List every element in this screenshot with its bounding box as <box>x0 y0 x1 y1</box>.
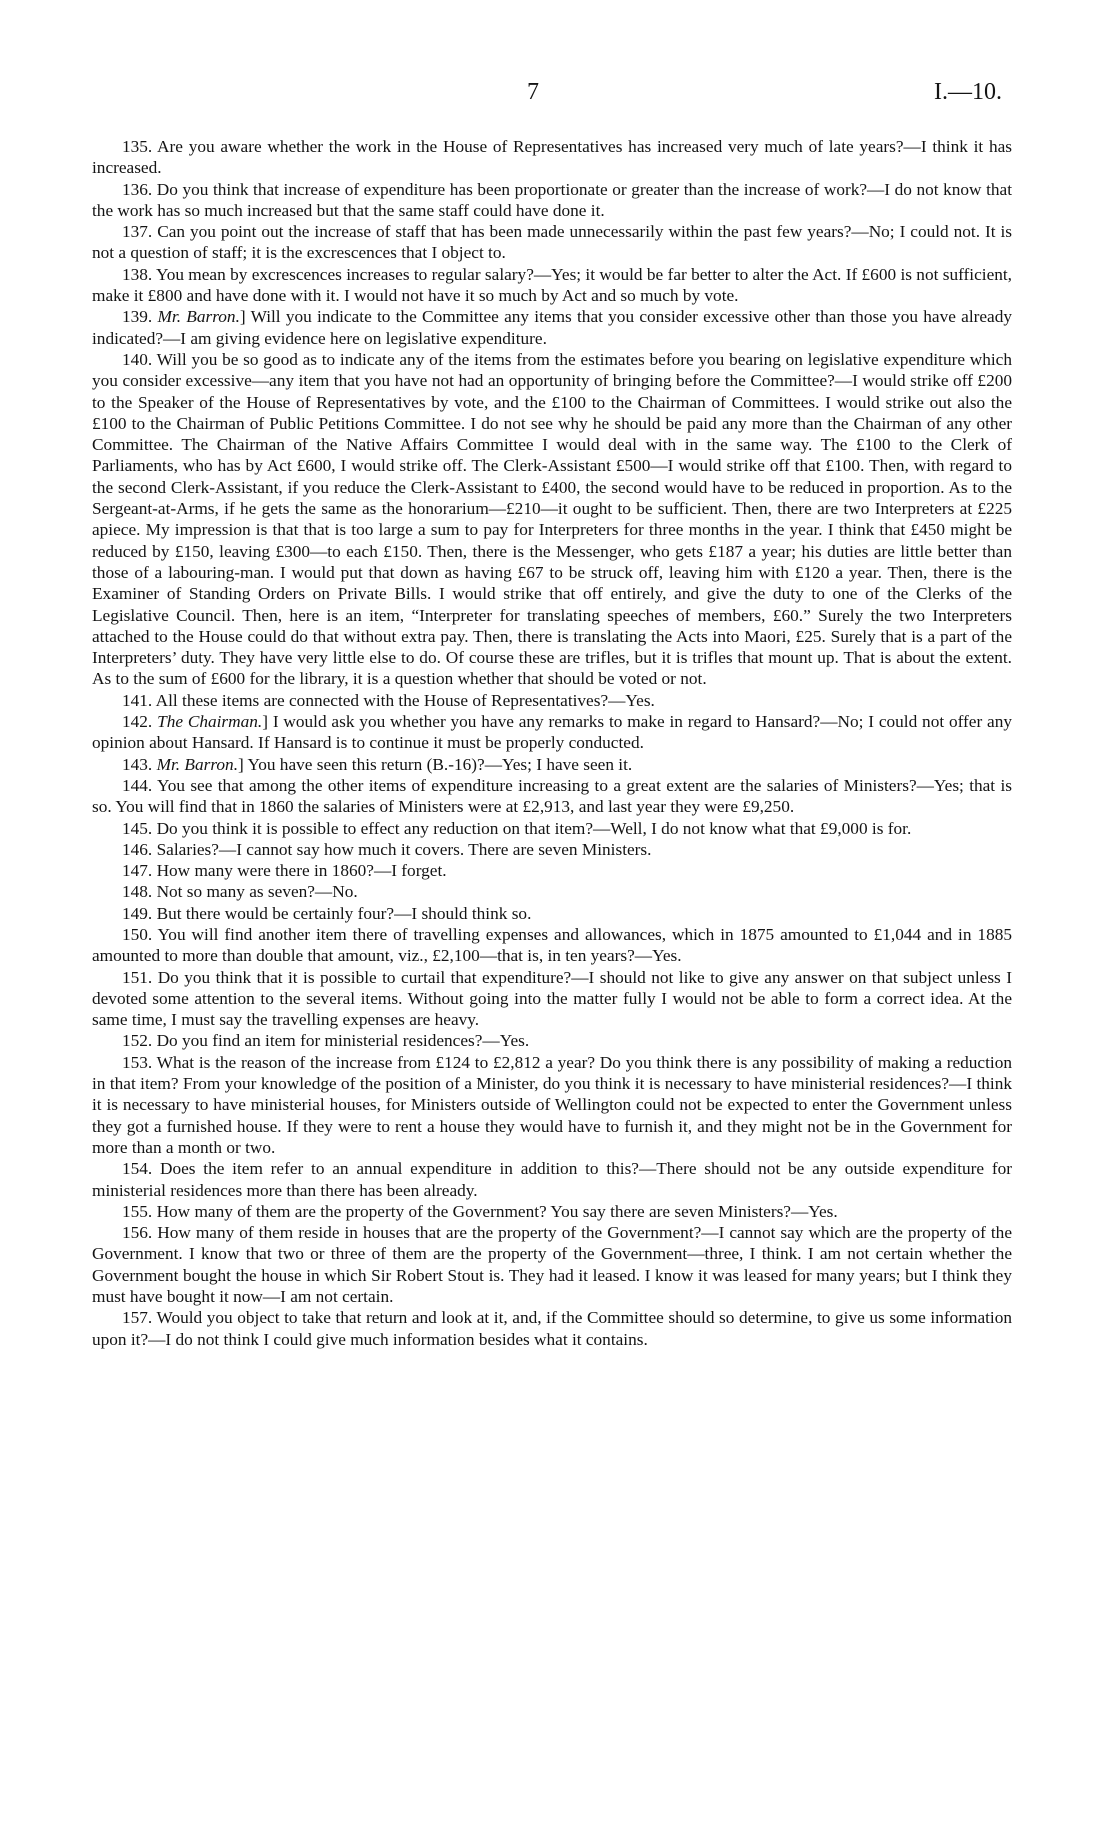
evidence-paragraph-151: 151. Do you think that it is possible to curtail that expenditure?—I should not like to give any answer on that subject unless I devoted some attention to the several items. Without going into the matter fully I would not be able to form a correct idea. At the same time, I must say the travelling expenses are heavy. <box>92 967 1012 1030</box>
speaker-name: Mr. Barron. <box>156 754 239 774</box>
evidence-paragraph-135: 135. Are you aware whether the work in the House of Representatives has increased very much of late years?—I think it has increased. <box>92 137 1012 178</box>
evidence-paragraph-140: 140. Will you be so good as to indicate any of the items from the estimates before you bearing on legislative expenditure which you consider excessive—any item that you have not had an opportunity of bringing before the Committee?—I would strike off £200 to the Speaker of the House of Representatives by vote, and the £100 to the Chairman of Committees. I would strike out also the £100 to the Chairman of Public Petitions Committee. I do not see why he should be paid any more than the Chairman of any other Committee. The Chairman of the Native Affairs Committee I would deal with in the same way. The £100 to the Clerk of Parliaments, who has by Act £600, I would strike off. The Clerk-Assistant £500—I would strike off that £100. Then, with regard to the second Clerk-Assistant, if you reduce the Clerk-Assistant to £400, the second would have to be reduced in proportion. As to the Sergeant-at-Arms, if he gets the same as the honorarium—£210—it ought to be sufficient. Then, there are two Interpreters at £225 apiece. My impression is that that is too large a sum to pay for Interpreters for three months in the year. I think that £450 might be reduced by £150, leaving £300—to each £150. Then, there is the Messenger, who gets £187 a year; his duties are little better than those of a labouring-man. I would put that down as having £67 to be struck off, leaving him with £120 a year. Then, there is the Examiner of Standing Orders on Private Bills. I would strike that off entirely, and give the duty to one of the Clerks of the Legislative Council. Then, here is an item, “Interpreter for translating speeches of members, £60.” Surely the two Interpreters attached to the House could do that without extra pay. Then, there is translating the Acts into Maori, £25. Surely that is a part of the Interpreters’ duty. They have very little else to do. Of course these are trifles, but it is trifles that mount up. That is about the extent. As to the sum of £600 for the library, it is a question whether that should be voted or not. <box>92 349 1012 689</box>
evidence-paragraph-149: 149. But there would be certainly four?—I should think so. <box>122 903 532 923</box>
evidence-paragraph-148: 148. Not so many as seven?—No. <box>122 882 358 902</box>
evidence-paragraph-137: 137. Can you point out the increase of staff that has been made unnecessarily within the past few years?—No; I could not. It is not a question of staff; it is the excrescences that I object to. <box>92 222 1012 263</box>
evidence-paragraph-152: 152. Do you find an item for ministerial residences?—Yes. <box>122 1031 530 1051</box>
evidence-paragraph-150: 150. You will find another item there of travelling expenses and allowances, which in 1875 amounted to £1,044 and in 1885 amounted to more than double that amount, viz., £2,100—that is, in ten years?—Yes. <box>92 924 1012 966</box>
evidence-paragraph-153: 153. What is the reason of the increase from £124 to £2,812 a year? Do you think there is any possibility of making a reduction in that item? From your knowledge of the position of a Minister, do you think it is necessary to have ministerial residences?—I think it is necessary to have ministerial houses, for Ministers outside of Wellington could not be expected to enter the Government unless they got a furnished house. If they were to rent a house they would have to furnish it, and they might not be in the Government for more than a month or two. <box>92 1052 1012 1157</box>
evidence-paragraph-147: 147. How many were there in 1860?—I forget. <box>122 861 447 881</box>
evidence-body <box>92 136 1012 1350</box>
evidence-paragraph-136: 136. Do you think that increase of expenditure has been proportionate or greater than the increase of work?—I do not know that the work has so much increased but that the same staff could have done it. <box>92 179 1012 220</box>
evidence-paragraph-146: 146. Salaries?—I cannot say how much it covers. There are seven Ministers. <box>122 839 652 859</box>
evidence-paragraph-142: 142. The Chairman.] I would ask you whether you have any remarks to make in regard to Hansard?—No; I could not offer any opinion about Hansard. If Hansard is to continue it must be properly conducted. <box>92 712 1013 753</box>
evidence-paragraph-144: 144. You see that among the other items of expenditure increasing to a great extent are the salaries of Ministers?—Yes; that is so. You will find that in 1860 the salaries of Ministers were at £2,913, and last year they were £9,250. <box>92 775 1012 817</box>
evidence-paragraph-145: 145. Do you think it is possible to effect any reduction on that item?—Well, I do not know what that £9,000 is for. <box>122 818 912 838</box>
evidence-paragraph-138: 138. You mean by excrescences increases to regular salary?—Yes; it would be far better to alter the Act. If £600 is not sufficient, make it £800 and have done with it. I would not have it so much by Act and so much by vote. <box>92 264 1012 306</box>
document-reference: I.—10. <box>934 79 1002 105</box>
evidence-paragraph-139: 139. Mr. Barron.] Will you indicate to the Committee any items that you consider excessive other than those you have already indicated?—I am giving evidence here on legislative expenditure. <box>92 307 1013 348</box>
evidence-paragraph-141: 141. All these items are connected with the House of Representatives?—Yes. <box>122 690 655 710</box>
evidence-paragraph-155: 155. How many of them are the property of the Government? You say there are seven Ministers?—Yes. <box>122 1201 838 1221</box>
evidence-paragraph-156: 156. How many of them reside in houses that are the property of the Government?—I cannot say which are the property of the Government. I know that two or three of them are the property of the Government—three, I think. I am not certain whether the Government bought the house in which Sir Robert Stout is. They had it leased. I know it was leased for many years; but I think they must have bought it now—I am not certain. <box>92 1223 1012 1307</box>
page-number: 7 <box>527 79 539 105</box>
evidence-paragraph-154: 154. Does the item refer to an annual expenditure in addition to this?—There should not be any outside expenditure for ministerial residences more than there has been already. <box>92 1159 1012 1200</box>
speaker-name: The Chairman. <box>157 712 263 732</box>
evidence-paragraph-143: 143. Mr. Barron.] You have seen this return (B.-16)?—Yes; I have seen it. <box>122 754 633 774</box>
evidence-paragraph-157: 157. Would you object to take that return and look at it, and, if the Committee should so determine, to give us some information upon it?—I do not think I could give much information besides what it contains. <box>92 1308 1012 1349</box>
speaker-name: Mr. Barron. <box>157 307 240 327</box>
